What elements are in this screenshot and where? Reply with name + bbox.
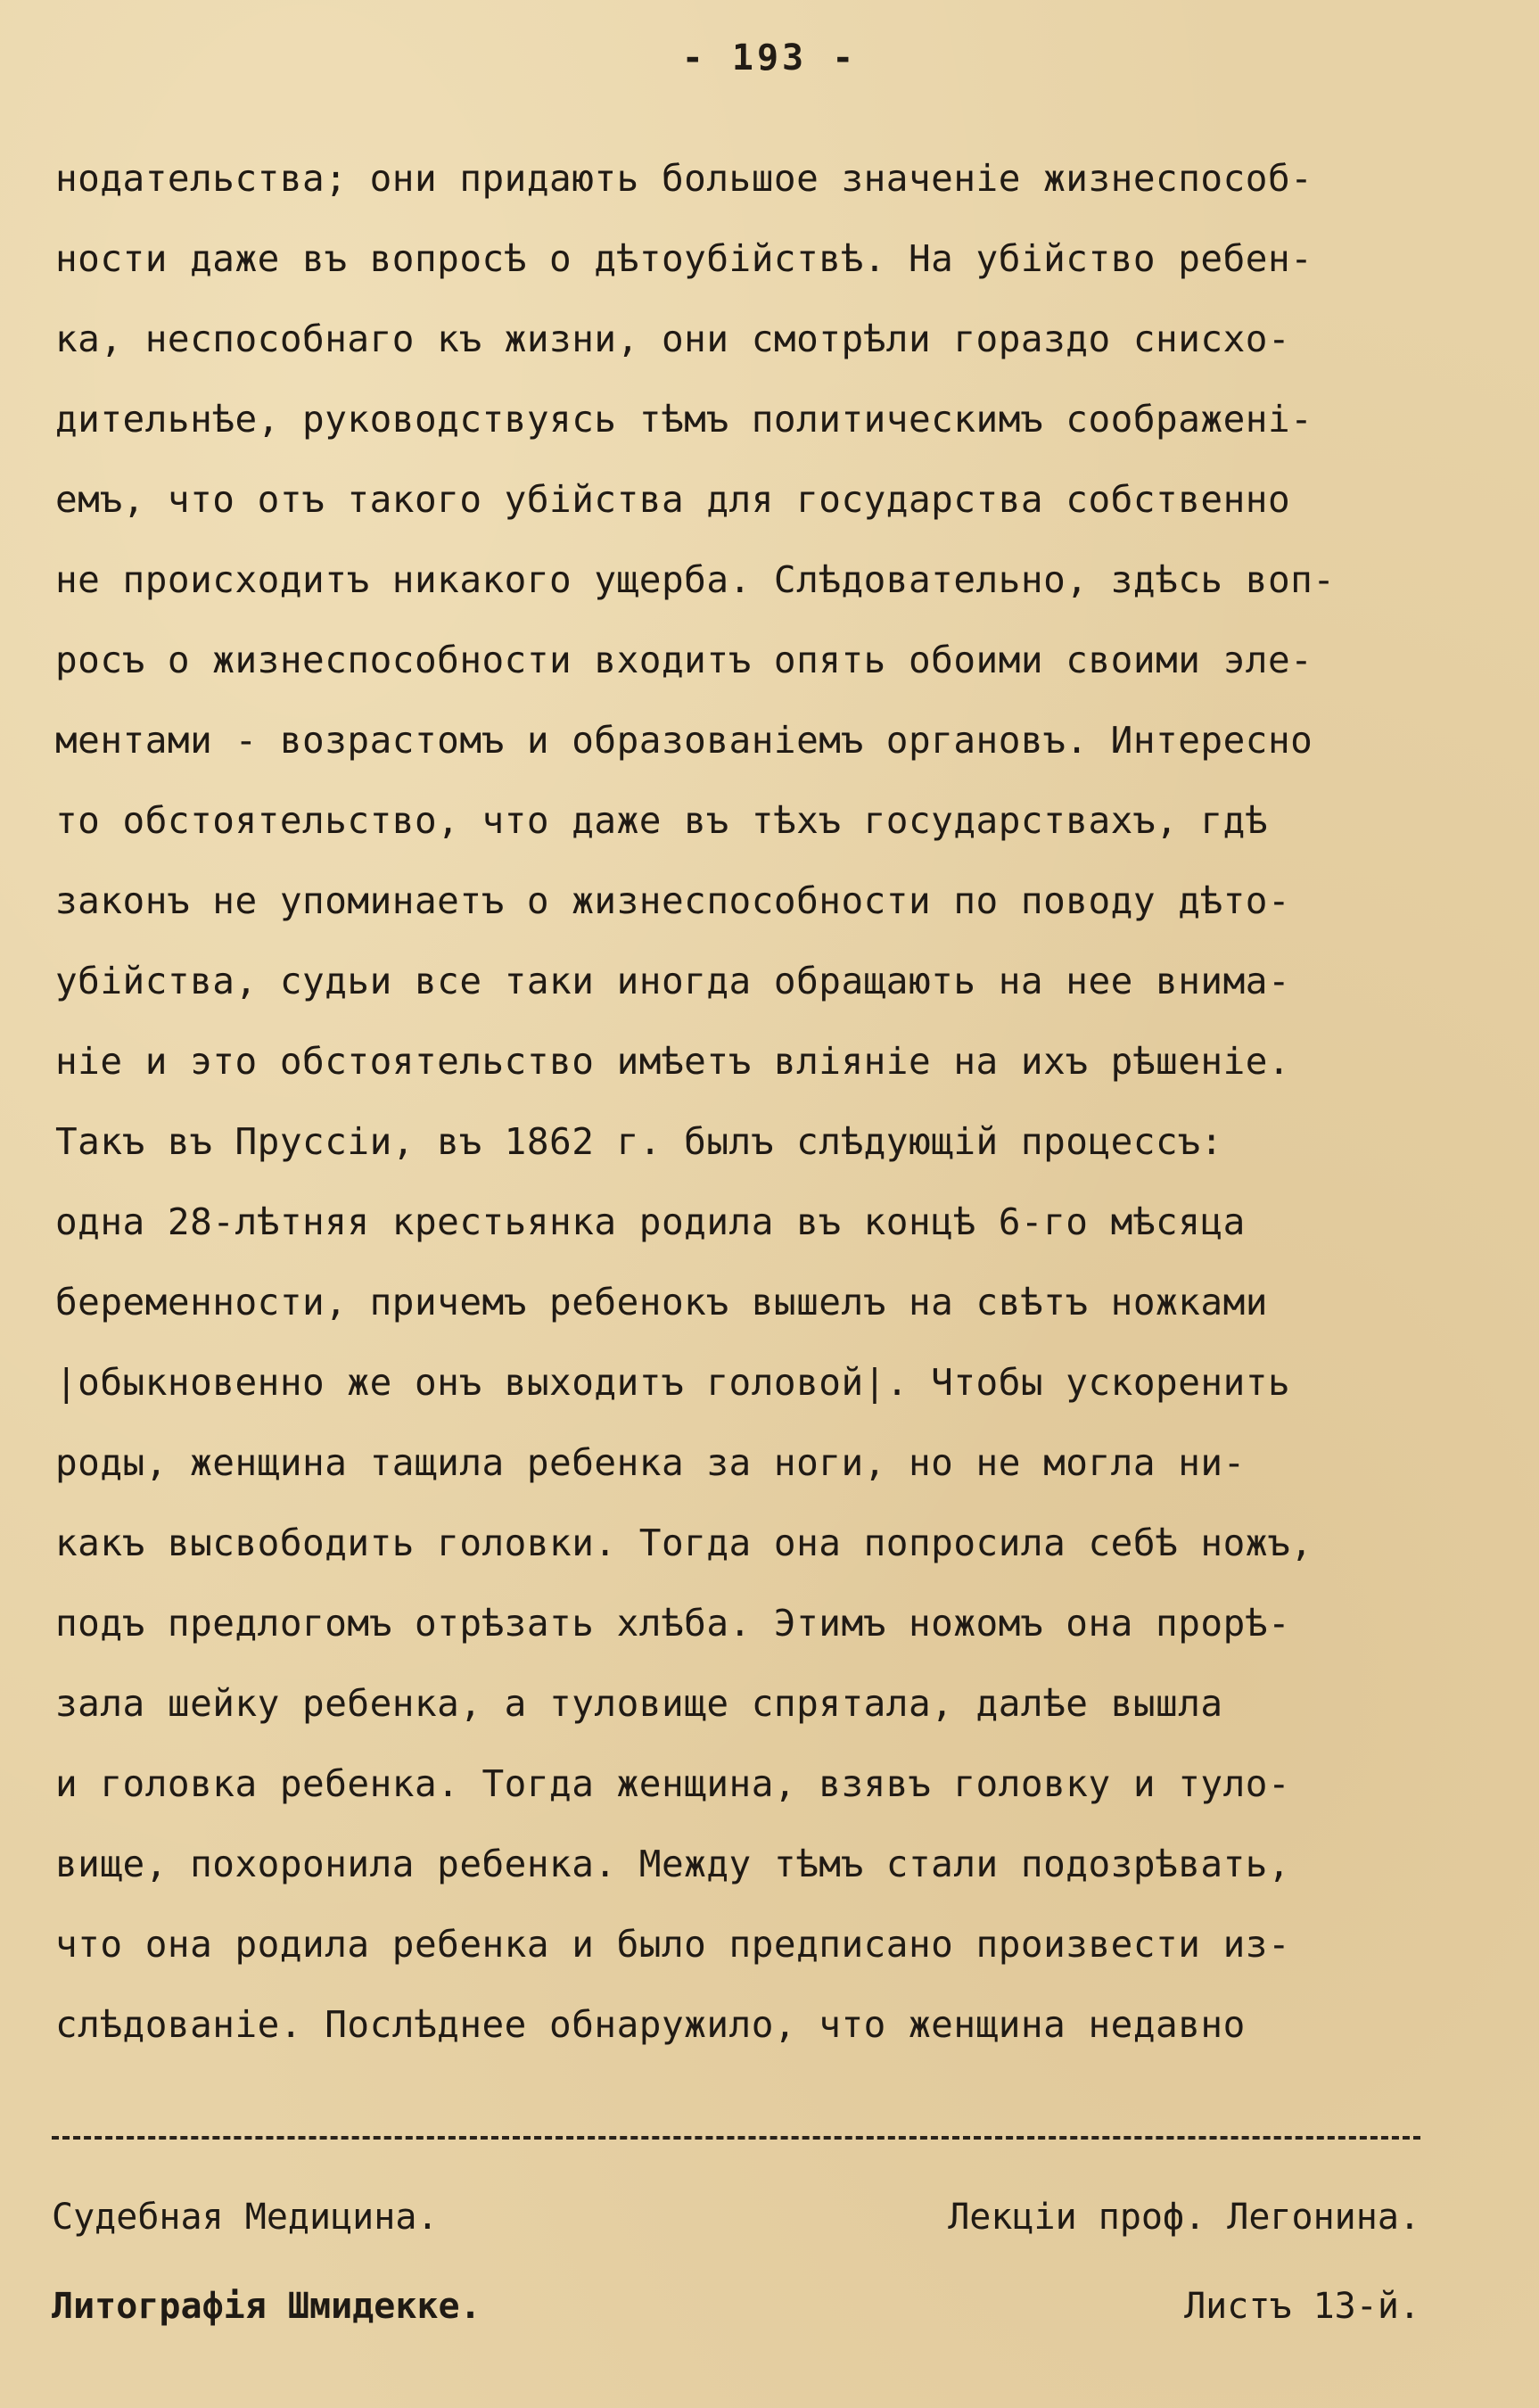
text-line: слѣдованіе. Послѣднее обнаружило, что женщина недавно [55,2003,1246,2046]
footer-sheet-number: Листъ 13-й. [1184,2286,1420,2327]
text-line: убійства, судьи все таки иногда обращають на нее внима- [55,960,1291,1002]
text-line: одна 28-лѣтняя крестьянка родила въ концѣ 6-го мѣсяца [55,1200,1246,1243]
footer-lecturer: Лекціи проф. Легонина. [948,2197,1420,2238]
text-line: подъ предлогомъ отрѣзать хлѣба. Этимъ ножомъ она прорѣ- [55,1602,1291,1645]
body-text [55,152,1464,2078]
text-line: не происходитъ никакого ущерба. Слѣдовательно, здѣсь воп- [55,558,1336,601]
text-line: Такъ въ Пруссіи, въ 1862 г. былъ слѣдующій процессъ: [55,1120,1223,1163]
text-line: роды, женщина тащила ребенка за ноги, но не могла ни- [55,1441,1246,1484]
text-line: какъ высвободить головки. Тогда она попросила себѣ ножъ, [55,1521,1313,1564]
text-line: вище, похоронила ребенка. Между тѣмъ стали подозрѣвать, [55,1843,1291,1885]
text-line: то обстоятельство, что даже въ тѣхъ государствахъ, гдѣ [55,799,1268,842]
footer-course-title: Судебная Медицина. [52,2197,439,2238]
footer-row [52,2286,1420,2327]
text-line: |обыкновенно же онъ выходитъ головой|. Чтобы ускоренить [55,1361,1291,1404]
text-line: ніе и это обстоятельство имѣетъ вліяніе на ихъ рѣшеніе. [55,1040,1291,1083]
footer-divider [52,2136,1420,2140]
text-line: емъ, что отъ такого убійства для государства собственно [55,478,1291,521]
footer-printer: Литографія Шмидекке. [52,2286,481,2327]
text-line: зала шейку ребенка, а туловище спрятала, далѣе вышла [55,1682,1223,1725]
footer-row [52,2197,1420,2238]
text-line: законъ не упоминаетъ о жизнеспособности по поводу дѣто- [55,879,1291,922]
text-line: нодательства; они придають большое значеніе жизнеспособ- [55,157,1313,200]
page-number: - 193 - [681,37,858,78]
text-line: ка, неспособнаго къ жизни, они смотрѣли гораздо снисхо- [55,317,1291,360]
text-line: ментами - возрастомъ и образованіемъ органовъ. Интересно [55,719,1313,762]
text-line: ности даже въ вопросѣ о дѣтоубійствѣ. На убійство ребен- [55,237,1313,280]
text-line: дительнѣе, руководствуясь тѣмъ политическимъ соображені- [55,398,1313,441]
text-line: росъ о жизнеспособности входитъ опять обоими своими эле- [55,639,1313,681]
text-line: и головка ребенка. Тогда женщина, взявъ головку и туло- [55,1762,1291,1805]
text-line: что она родила ребенка и было предписано произвести из- [55,1923,1291,1966]
text-line: беременности, причемъ ребенокъ вышелъ на свѣтъ ножками [55,1281,1268,1324]
